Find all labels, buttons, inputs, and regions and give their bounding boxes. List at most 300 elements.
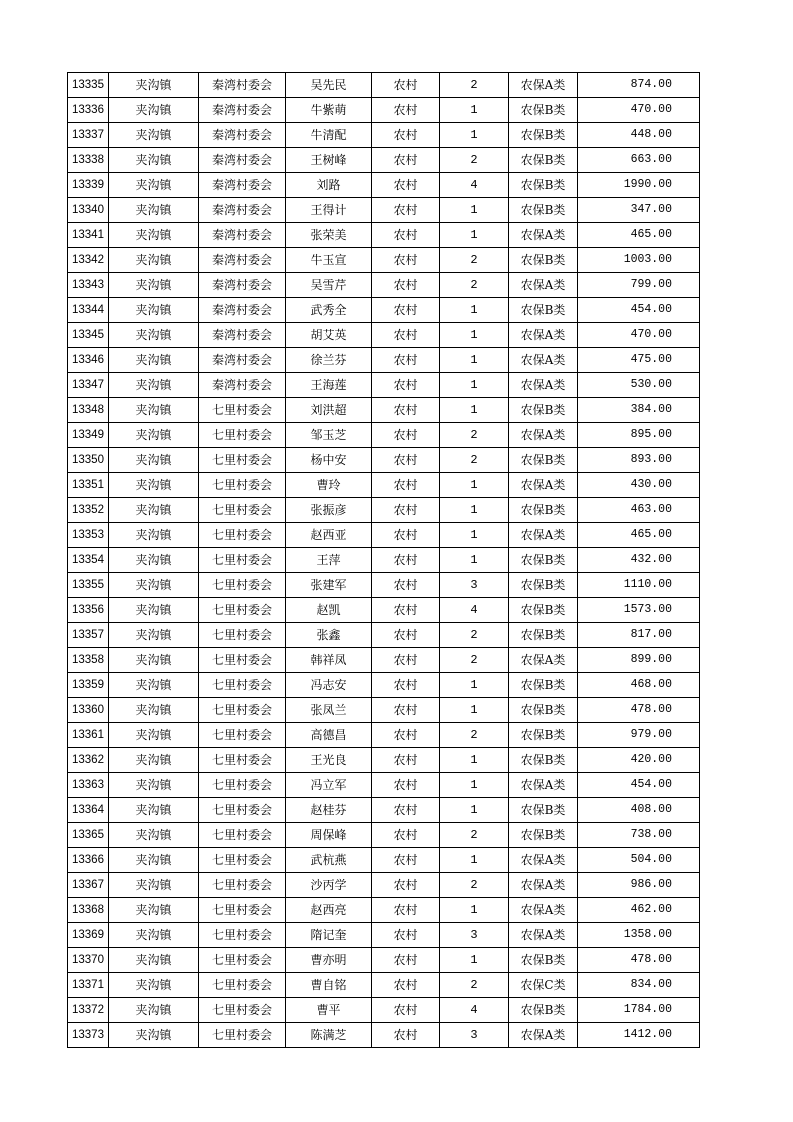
person-name-cell: 冯志安 — [286, 673, 372, 698]
village-committee-cell: 七里村委会 — [199, 473, 286, 498]
amount-cell: 448.00 — [578, 123, 700, 148]
record-id-cell: 13359 — [68, 673, 109, 698]
town-cell: 夹沟镇 — [109, 123, 199, 148]
insurance-category-cell: 农保A类 — [509, 923, 578, 948]
record-id-cell: 13340 — [68, 198, 109, 223]
village-committee-cell: 七里村委会 — [199, 948, 286, 973]
record-id-cell: 13367 — [68, 873, 109, 898]
village-committee-cell: 七里村委会 — [199, 448, 286, 473]
table-row — [68, 748, 700, 773]
household-type-cell: 农村 — [372, 573, 440, 598]
person-name-cell: 胡艾英 — [286, 323, 372, 348]
village-committee-cell: 秦湾村委会 — [199, 248, 286, 273]
village-committee-cell: 秦湾村委会 — [199, 223, 286, 248]
record-id-cell: 13352 — [68, 498, 109, 523]
household-type-cell: 农村 — [372, 223, 440, 248]
table-row — [68, 223, 700, 248]
household-type-cell: 农村 — [372, 448, 440, 473]
town-cell: 夹沟镇 — [109, 398, 199, 423]
village-committee-cell: 七里村委会 — [199, 623, 286, 648]
table-row — [68, 823, 700, 848]
person-name-cell: 曹平 — [286, 998, 372, 1023]
amount-cell: 834.00 — [578, 973, 700, 998]
amount-cell: 1573.00 — [578, 598, 700, 623]
insurance-category-cell: 农保B类 — [509, 673, 578, 698]
amount-cell: 454.00 — [578, 773, 700, 798]
record-id-cell: 13372 — [68, 998, 109, 1023]
table-row — [68, 1023, 700, 1048]
insurance-category-cell: 农保A类 — [509, 848, 578, 873]
person-name-cell: 牛紫萌 — [286, 98, 372, 123]
person-name-cell: 韩祥凤 — [286, 648, 372, 673]
household-type-cell: 农村 — [372, 298, 440, 323]
table-row — [68, 548, 700, 573]
table-row — [68, 198, 700, 223]
member-count-cell: 1 — [440, 123, 509, 148]
village-committee-cell: 七里村委会 — [199, 573, 286, 598]
table-row — [68, 123, 700, 148]
town-cell: 夹沟镇 — [109, 848, 199, 873]
amount-cell: 1412.00 — [578, 1023, 700, 1048]
member-count-cell: 2 — [440, 148, 509, 173]
person-name-cell: 王萍 — [286, 548, 372, 573]
amount-cell: 663.00 — [578, 148, 700, 173]
village-committee-cell: 七里村委会 — [199, 923, 286, 948]
household-type-cell: 农村 — [372, 73, 440, 98]
village-committee-cell: 七里村委会 — [199, 798, 286, 823]
table-row — [68, 398, 700, 423]
member-count-cell: 1 — [440, 673, 509, 698]
insurance-category-cell: 农保B类 — [509, 623, 578, 648]
town-cell: 夹沟镇 — [109, 448, 199, 473]
town-cell: 夹沟镇 — [109, 1023, 199, 1048]
member-count-cell: 4 — [440, 173, 509, 198]
household-type-cell: 农村 — [372, 748, 440, 773]
insurance-category-cell: 农保A类 — [509, 273, 578, 298]
person-name-cell: 张振彦 — [286, 498, 372, 523]
table-row — [68, 523, 700, 548]
insurance-category-cell: 农保B类 — [509, 123, 578, 148]
member-count-cell: 2 — [440, 448, 509, 473]
member-count-cell: 1 — [440, 198, 509, 223]
household-type-cell: 农村 — [372, 373, 440, 398]
table-row — [68, 798, 700, 823]
insurance-category-cell: 农保B类 — [509, 498, 578, 523]
village-committee-cell: 七里村委会 — [199, 773, 286, 798]
town-cell: 夹沟镇 — [109, 98, 199, 123]
record-id-cell: 13371 — [68, 973, 109, 998]
table-row — [68, 698, 700, 723]
person-name-cell: 王得计 — [286, 198, 372, 223]
amount-cell: 420.00 — [578, 748, 700, 773]
amount-cell: 1784.00 — [578, 998, 700, 1023]
village-committee-cell: 秦湾村委会 — [199, 273, 286, 298]
record-id-cell: 13351 — [68, 473, 109, 498]
household-type-cell: 农村 — [372, 948, 440, 973]
insurance-category-cell: 农保B类 — [509, 448, 578, 473]
village-committee-cell: 七里村委会 — [199, 848, 286, 873]
person-name-cell: 牛玉宣 — [286, 248, 372, 273]
insurance-category-cell: 农保B类 — [509, 998, 578, 1023]
village-committee-cell: 七里村委会 — [199, 698, 286, 723]
table-row — [68, 498, 700, 523]
table-row — [68, 848, 700, 873]
person-name-cell: 高德昌 — [286, 723, 372, 748]
member-count-cell: 1 — [440, 373, 509, 398]
village-committee-cell: 七里村委会 — [199, 498, 286, 523]
record-id-cell: 13366 — [68, 848, 109, 873]
household-type-cell: 农村 — [372, 773, 440, 798]
village-committee-cell: 秦湾村委会 — [199, 148, 286, 173]
household-type-cell: 农村 — [372, 323, 440, 348]
record-id-cell: 13342 — [68, 248, 109, 273]
member-count-cell: 2 — [440, 823, 509, 848]
record-id-cell: 13353 — [68, 523, 109, 548]
town-cell: 夹沟镇 — [109, 698, 199, 723]
record-id-cell: 13364 — [68, 798, 109, 823]
insurance-category-cell: 农保A类 — [509, 423, 578, 448]
person-name-cell: 曹玲 — [286, 473, 372, 498]
table-row — [68, 323, 700, 348]
person-name-cell: 张荣美 — [286, 223, 372, 248]
record-id-cell: 13360 — [68, 698, 109, 723]
insurance-category-cell: 农保B类 — [509, 298, 578, 323]
amount-cell: 986.00 — [578, 873, 700, 898]
household-type-cell: 农村 — [372, 173, 440, 198]
insurance-category-cell: 农保B类 — [509, 573, 578, 598]
town-cell: 夹沟镇 — [109, 273, 199, 298]
record-id-cell: 13368 — [68, 898, 109, 923]
household-type-cell: 农村 — [372, 273, 440, 298]
town-cell: 夹沟镇 — [109, 73, 199, 98]
member-count-cell: 1 — [440, 748, 509, 773]
household-type-cell: 农村 — [372, 398, 440, 423]
insurance-category-cell: 农保A类 — [509, 873, 578, 898]
household-type-cell: 农村 — [372, 598, 440, 623]
town-cell: 夹沟镇 — [109, 423, 199, 448]
town-cell: 夹沟镇 — [109, 198, 199, 223]
person-name-cell: 陈满芝 — [286, 1023, 372, 1048]
person-name-cell: 赵西亮 — [286, 898, 372, 923]
town-cell: 夹沟镇 — [109, 598, 199, 623]
amount-cell: 384.00 — [578, 398, 700, 423]
town-cell: 夹沟镇 — [109, 173, 199, 198]
town-cell: 夹沟镇 — [109, 498, 199, 523]
member-count-cell: 2 — [440, 973, 509, 998]
member-count-cell: 2 — [440, 873, 509, 898]
member-count-cell: 1 — [440, 398, 509, 423]
insurance-category-cell: 农保B类 — [509, 698, 578, 723]
table-row — [68, 423, 700, 448]
town-cell: 夹沟镇 — [109, 973, 199, 998]
table-row — [68, 373, 700, 398]
person-name-cell: 徐兰芬 — [286, 348, 372, 373]
insurance-category-cell: 农保A类 — [509, 373, 578, 398]
member-count-cell: 1 — [440, 98, 509, 123]
record-id-cell: 13369 — [68, 923, 109, 948]
member-count-cell: 2 — [440, 273, 509, 298]
record-id-cell: 13337 — [68, 123, 109, 148]
table-row — [68, 173, 700, 198]
amount-cell: 470.00 — [578, 98, 700, 123]
insurance-category-cell: 农保B类 — [509, 948, 578, 973]
amount-cell: 799.00 — [578, 273, 700, 298]
member-count-cell: 1 — [440, 498, 509, 523]
village-committee-cell: 七里村委会 — [199, 823, 286, 848]
member-count-cell: 2 — [440, 623, 509, 648]
table-row — [68, 673, 700, 698]
member-count-cell: 3 — [440, 573, 509, 598]
record-id-cell: 13347 — [68, 373, 109, 398]
insurance-category-cell: 农保B类 — [509, 823, 578, 848]
town-cell: 夹沟镇 — [109, 998, 199, 1023]
insurance-category-cell: 农保A类 — [509, 523, 578, 548]
record-id-cell: 13365 — [68, 823, 109, 848]
member-count-cell: 1 — [440, 548, 509, 573]
person-name-cell: 王光良 — [286, 748, 372, 773]
amount-cell: 347.00 — [578, 198, 700, 223]
person-name-cell: 赵凯 — [286, 598, 372, 623]
household-type-cell: 农村 — [372, 473, 440, 498]
village-committee-cell: 七里村委会 — [199, 523, 286, 548]
town-cell: 夹沟镇 — [109, 923, 199, 948]
village-committee-cell: 七里村委会 — [199, 873, 286, 898]
household-type-cell: 农村 — [372, 198, 440, 223]
amount-cell: 462.00 — [578, 898, 700, 923]
member-count-cell: 1 — [440, 898, 509, 923]
insurance-category-cell: 农保A类 — [509, 773, 578, 798]
village-committee-cell: 秦湾村委会 — [199, 173, 286, 198]
member-count-cell: 1 — [440, 223, 509, 248]
table-row — [68, 773, 700, 798]
amount-cell: 1990.00 — [578, 173, 700, 198]
household-type-cell: 农村 — [372, 348, 440, 373]
record-id-cell: 13346 — [68, 348, 109, 373]
household-type-cell: 农村 — [372, 423, 440, 448]
member-count-cell: 2 — [440, 423, 509, 448]
person-name-cell: 隋记奎 — [286, 923, 372, 948]
household-type-cell: 农村 — [372, 548, 440, 573]
person-name-cell: 王树峰 — [286, 148, 372, 173]
member-count-cell: 2 — [440, 723, 509, 748]
amount-cell: 430.00 — [578, 473, 700, 498]
record-id-cell: 13344 — [68, 298, 109, 323]
insurance-category-cell: 农保A类 — [509, 898, 578, 923]
person-name-cell: 邹玉芝 — [286, 423, 372, 448]
table-row — [68, 598, 700, 623]
household-type-cell: 农村 — [372, 523, 440, 548]
record-id-cell: 13350 — [68, 448, 109, 473]
village-committee-cell: 秦湾村委会 — [199, 298, 286, 323]
amount-cell: 470.00 — [578, 323, 700, 348]
record-id-cell: 13363 — [68, 773, 109, 798]
town-cell: 夹沟镇 — [109, 748, 199, 773]
person-name-cell: 王海莲 — [286, 373, 372, 398]
amount-cell: 465.00 — [578, 523, 700, 548]
village-committee-cell: 七里村委会 — [199, 723, 286, 748]
village-committee-cell: 秦湾村委会 — [199, 348, 286, 373]
village-committee-cell: 七里村委会 — [199, 398, 286, 423]
insurance-category-cell: 农保B类 — [509, 598, 578, 623]
record-id-cell: 13355 — [68, 573, 109, 598]
village-committee-cell: 秦湾村委会 — [199, 123, 286, 148]
town-cell: 夹沟镇 — [109, 573, 199, 598]
person-name-cell: 沙丙学 — [286, 873, 372, 898]
amount-cell: 1110.00 — [578, 573, 700, 598]
town-cell: 夹沟镇 — [109, 898, 199, 923]
record-id-cell: 13362 — [68, 748, 109, 773]
member-count-cell: 4 — [440, 998, 509, 1023]
table-row — [68, 298, 700, 323]
record-id-cell: 13357 — [68, 623, 109, 648]
member-count-cell: 1 — [440, 773, 509, 798]
amount-cell: 899.00 — [578, 648, 700, 673]
household-type-cell: 农村 — [372, 648, 440, 673]
record-id-cell: 13373 — [68, 1023, 109, 1048]
insurance-category-cell: 农保B类 — [509, 798, 578, 823]
person-name-cell: 张建军 — [286, 573, 372, 598]
table-row — [68, 98, 700, 123]
amount-cell: 893.00 — [578, 448, 700, 473]
table-row — [68, 948, 700, 973]
member-count-cell: 1 — [440, 348, 509, 373]
town-cell: 夹沟镇 — [109, 823, 199, 848]
household-type-cell: 农村 — [372, 98, 440, 123]
insurance-category-cell: 农保B类 — [509, 148, 578, 173]
village-committee-cell: 七里村委会 — [199, 998, 286, 1023]
household-type-cell: 农村 — [372, 673, 440, 698]
table-row — [68, 473, 700, 498]
amount-cell: 463.00 — [578, 498, 700, 523]
amount-cell: 874.00 — [578, 73, 700, 98]
insurance-category-cell: 农保B类 — [509, 398, 578, 423]
village-committee-cell: 秦湾村委会 — [199, 98, 286, 123]
record-id-cell: 13356 — [68, 598, 109, 623]
person-name-cell: 冯立军 — [286, 773, 372, 798]
person-name-cell: 吴雪芹 — [286, 273, 372, 298]
household-type-cell: 农村 — [372, 698, 440, 723]
household-type-cell: 农村 — [372, 823, 440, 848]
member-count-cell: 1 — [440, 523, 509, 548]
record-id-cell: 13349 — [68, 423, 109, 448]
town-cell: 夹沟镇 — [109, 548, 199, 573]
insurance-category-cell: 农保A类 — [509, 473, 578, 498]
record-id-cell: 13348 — [68, 398, 109, 423]
household-type-cell: 农村 — [372, 898, 440, 923]
member-count-cell: 1 — [440, 948, 509, 973]
insurance-category-cell: 农保B类 — [509, 98, 578, 123]
person-name-cell: 牛清配 — [286, 123, 372, 148]
member-count-cell: 2 — [440, 248, 509, 273]
amount-cell: 468.00 — [578, 673, 700, 698]
table-row — [68, 623, 700, 648]
record-id-cell: 13343 — [68, 273, 109, 298]
insurance-category-cell: 农保A类 — [509, 223, 578, 248]
member-count-cell: 1 — [440, 473, 509, 498]
table-row — [68, 923, 700, 948]
household-type-cell: 农村 — [372, 123, 440, 148]
household-type-cell: 农村 — [372, 848, 440, 873]
table-row — [68, 873, 700, 898]
town-cell: 夹沟镇 — [109, 673, 199, 698]
person-name-cell: 张凤兰 — [286, 698, 372, 723]
person-name-cell: 刘路 — [286, 173, 372, 198]
amount-cell: 454.00 — [578, 298, 700, 323]
village-committee-cell: 七里村委会 — [199, 598, 286, 623]
person-name-cell: 刘洪超 — [286, 398, 372, 423]
town-cell: 夹沟镇 — [109, 373, 199, 398]
village-committee-cell: 七里村委会 — [199, 423, 286, 448]
member-count-cell: 1 — [440, 298, 509, 323]
village-committee-cell: 七里村委会 — [199, 648, 286, 673]
household-type-cell: 农村 — [372, 723, 440, 748]
table-row — [68, 348, 700, 373]
record-id-cell: 13341 — [68, 223, 109, 248]
member-count-cell: 1 — [440, 698, 509, 723]
record-id-cell: 13370 — [68, 948, 109, 973]
table-row — [68, 148, 700, 173]
table-row — [68, 448, 700, 473]
household-type-cell: 农村 — [372, 623, 440, 648]
record-id-cell: 13354 — [68, 548, 109, 573]
village-committee-cell: 秦湾村委会 — [199, 73, 286, 98]
person-name-cell: 武秀全 — [286, 298, 372, 323]
town-cell: 夹沟镇 — [109, 948, 199, 973]
person-name-cell: 杨中安 — [286, 448, 372, 473]
insurance-category-cell: 农保A类 — [509, 1023, 578, 1048]
records-table — [67, 72, 700, 1048]
household-type-cell: 农村 — [372, 248, 440, 273]
record-id-cell: 13338 — [68, 148, 109, 173]
amount-cell: 530.00 — [578, 373, 700, 398]
household-type-cell: 农村 — [372, 998, 440, 1023]
member-count-cell: 4 — [440, 598, 509, 623]
insurance-category-cell: 农保A类 — [509, 648, 578, 673]
household-type-cell: 农村 — [372, 148, 440, 173]
person-name-cell: 曹亦明 — [286, 948, 372, 973]
insurance-category-cell: 农保B类 — [509, 748, 578, 773]
member-count-cell: 3 — [440, 923, 509, 948]
village-committee-cell: 七里村委会 — [199, 748, 286, 773]
village-committee-cell: 秦湾村委会 — [199, 323, 286, 348]
table-row — [68, 648, 700, 673]
household-type-cell: 农村 — [372, 1023, 440, 1048]
record-id-cell: 13335 — [68, 73, 109, 98]
insurance-category-cell: 农保C类 — [509, 973, 578, 998]
member-count-cell: 1 — [440, 323, 509, 348]
table-row — [68, 248, 700, 273]
insurance-category-cell: 农保A类 — [509, 73, 578, 98]
member-count-cell: 1 — [440, 848, 509, 873]
town-cell: 夹沟镇 — [109, 223, 199, 248]
amount-cell: 432.00 — [578, 548, 700, 573]
village-committee-cell: 秦湾村委会 — [199, 373, 286, 398]
household-type-cell: 农村 — [372, 798, 440, 823]
town-cell: 夹沟镇 — [109, 473, 199, 498]
record-id-cell: 13336 — [68, 98, 109, 123]
person-name-cell: 赵西亚 — [286, 523, 372, 548]
village-committee-cell: 七里村委会 — [199, 548, 286, 573]
household-type-cell: 农村 — [372, 873, 440, 898]
amount-cell: 478.00 — [578, 698, 700, 723]
person-name-cell: 周保峰 — [286, 823, 372, 848]
amount-cell: 465.00 — [578, 223, 700, 248]
record-id-cell: 13345 — [68, 323, 109, 348]
member-count-cell: 2 — [440, 648, 509, 673]
insurance-category-cell: 农保B类 — [509, 248, 578, 273]
insurance-category-cell: 农保A类 — [509, 323, 578, 348]
member-count-cell: 2 — [440, 73, 509, 98]
